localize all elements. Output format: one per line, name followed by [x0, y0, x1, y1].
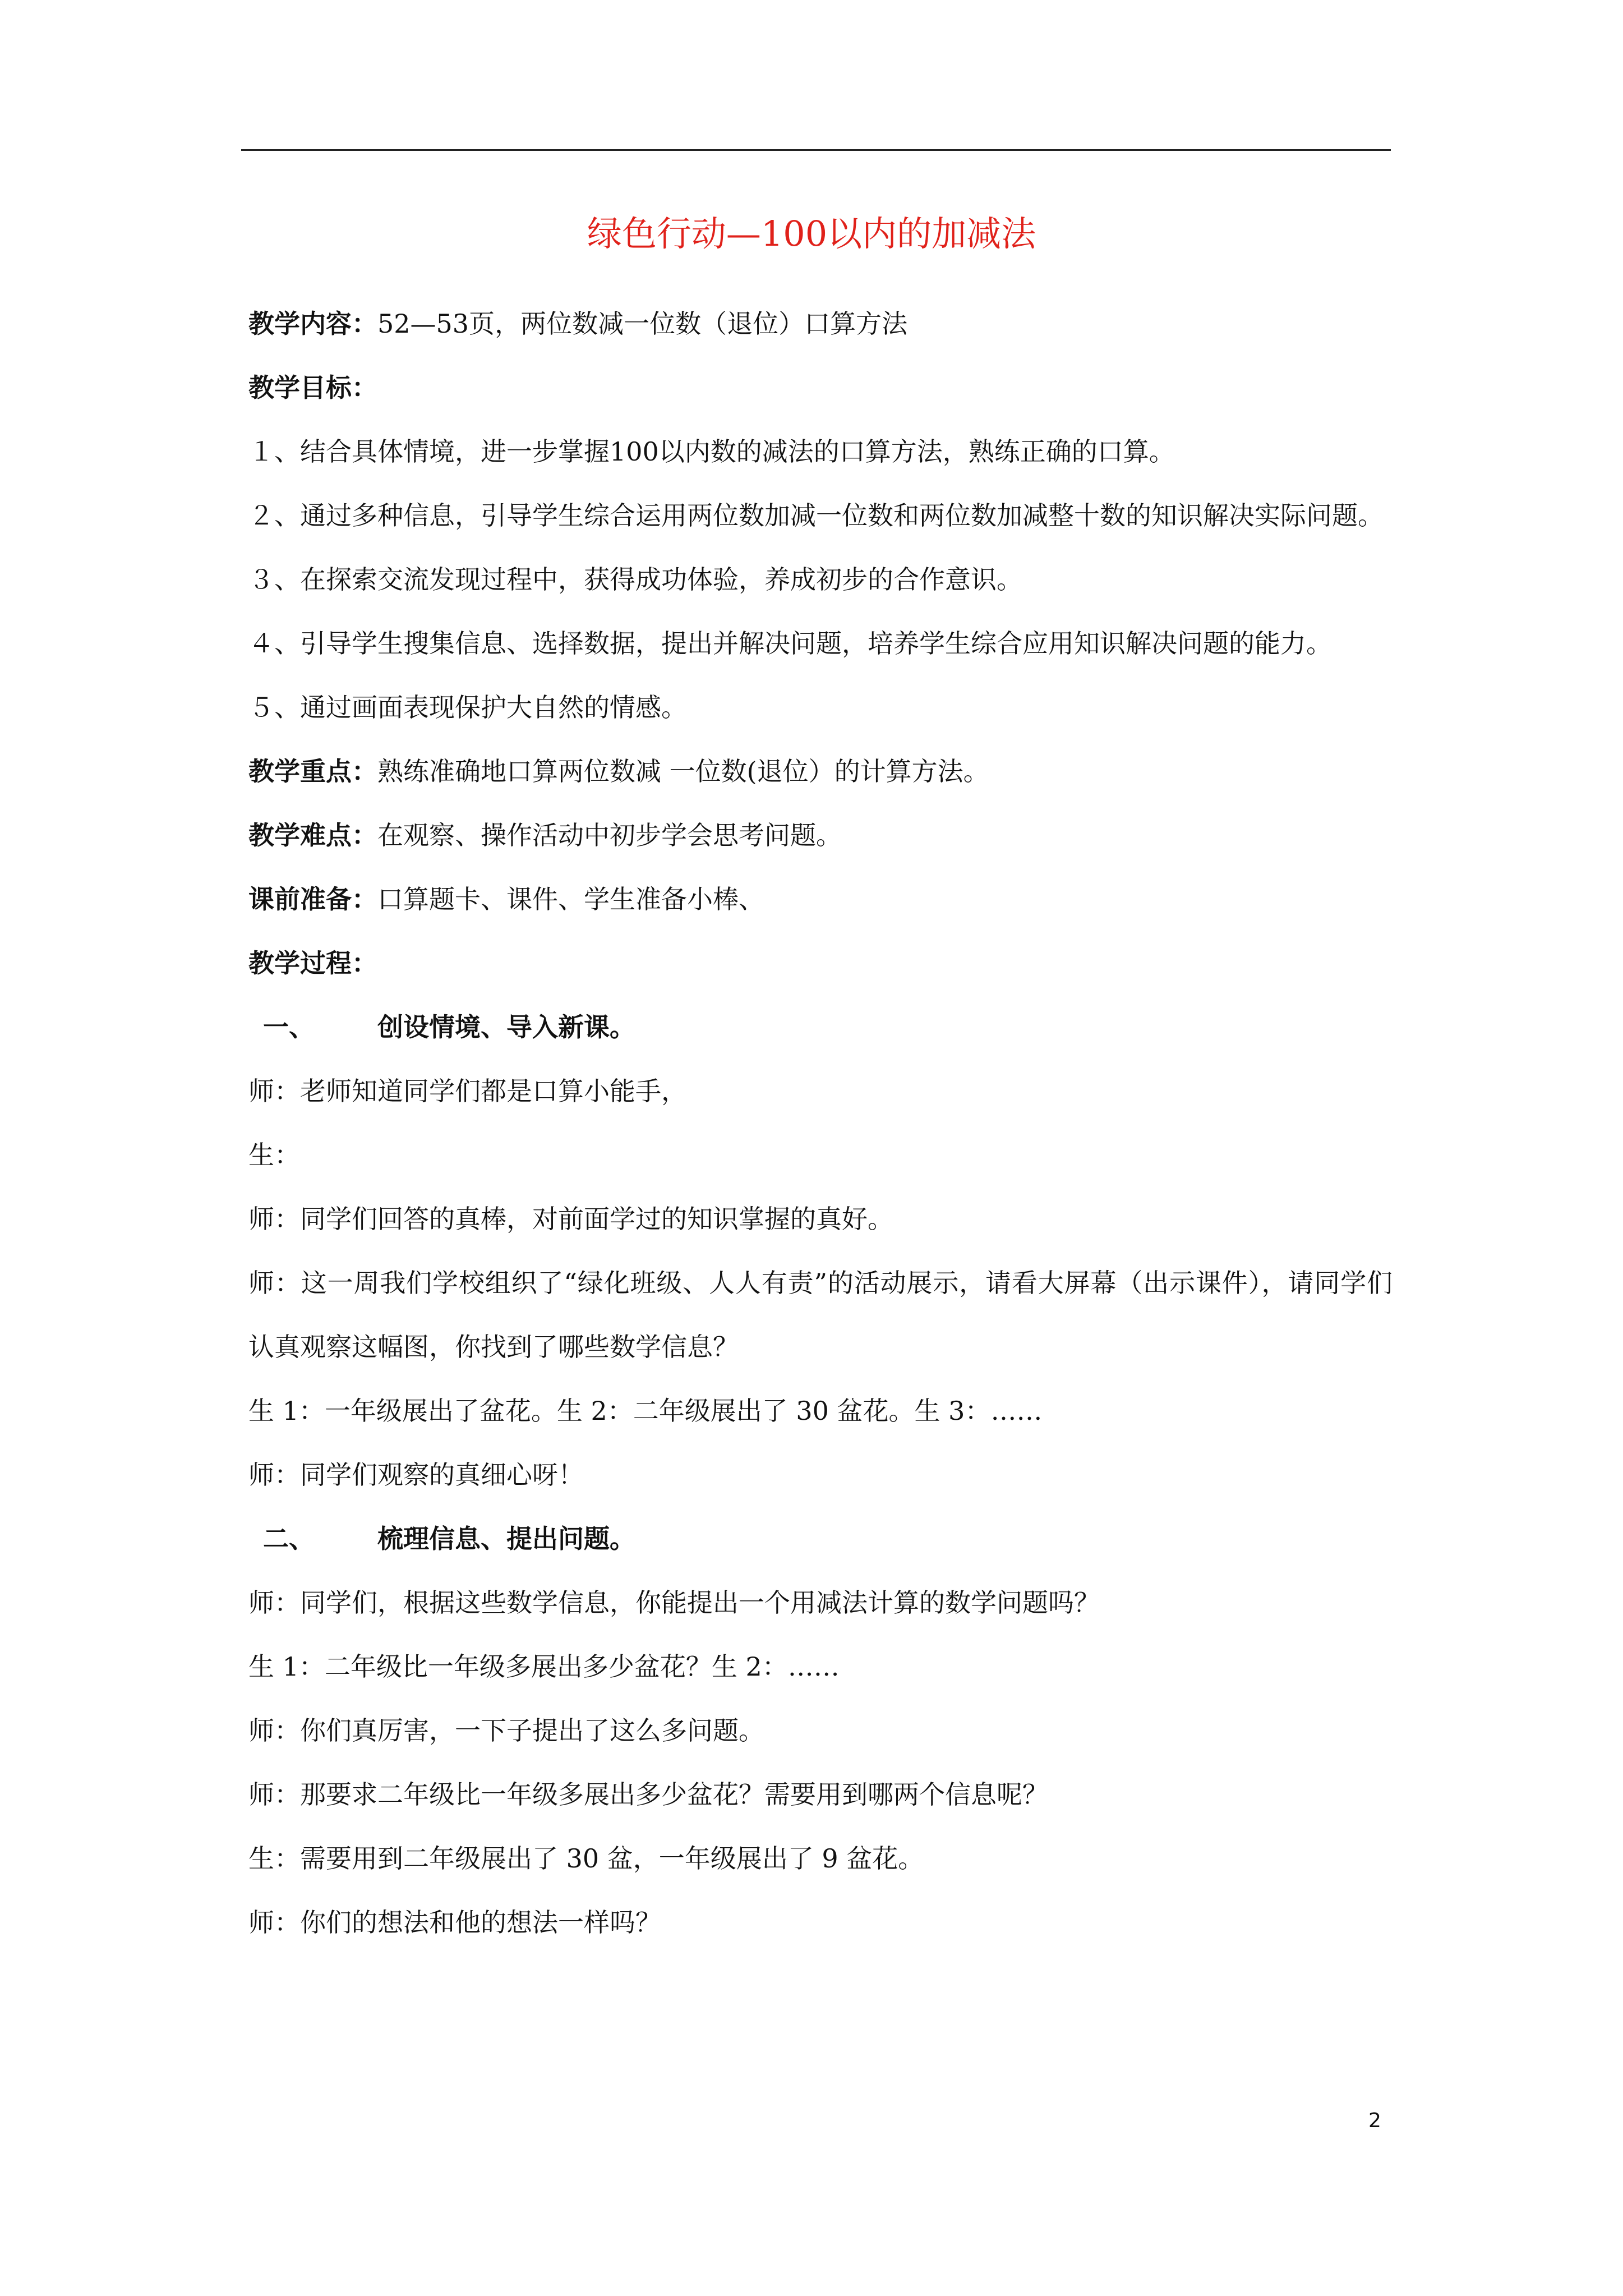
difficulty-label: 教学难点：: [248, 820, 377, 850]
dialogue-line: 师：这一周我们学校组织了“绿化班级、人人有责”的活动展示，请看大屏幕（出示课件），请同学们认真观察这幅图，你找到了哪些数学信息？: [248, 1268, 1393, 1362]
teaching-content-label: 教学内容：: [248, 309, 377, 339]
dialogue-line: 生：: [248, 1140, 300, 1170]
section-number: 一、: [263, 1012, 315, 1042]
dialogue-line: 师：你们的想法和他的想法一样吗？: [248, 1907, 661, 1938]
key-point: [248, 739, 1393, 803]
document-title: 绿色行动—100以内的加减法: [587, 213, 1036, 254]
section-title: 梳理信息、提出问题。: [377, 1524, 635, 1554]
teaching-content-text: 52—53页，两位数减一位数（退位）口算方法: [377, 309, 908, 339]
preparation: [248, 867, 1393, 931]
dialogue-line: 生 1：二年级比一年级多展出多少盆花？生 2：……: [248, 1651, 840, 1682]
goal-item: ２、通过多种信息，引导学生综合运用两位数加减一位数和两位数加减整十数的知识解决实际问题。: [248, 500, 1384, 531]
teaching-content: [248, 292, 1393, 356]
dialogue-line: 师：同学们回答的真棒，对前面学过的知识掌握的真好。: [248, 1204, 893, 1234]
process-heading: [248, 931, 1393, 995]
goal-item: ４、引导学生搜集信息、选择数据，提出并解决问题，培养学生综合应用知识解决问题的能力。: [248, 628, 1332, 659]
section-number: 二、: [263, 1524, 315, 1554]
dialogue-line: 生：需要用到二年级展出了 30 盆，一年级展出了 9 盆花。: [248, 1843, 924, 1874]
dialogue-line: 生 1：一年级展出了盆花。生 2：二年级展出了 30 盆花。生 3：……: [248, 1396, 1043, 1426]
goal-item: ３、在探索交流发现过程中，获得成功体验，养成初步的合作意识。: [248, 564, 1022, 595]
teaching-goals-label: 教学目标：: [248, 372, 377, 403]
dialogue-line: 师：老师知道同学们都是口算小能手，: [248, 1076, 687, 1106]
goal-item: １、结合具体情境，进一步掌握100以内数的减法的口算方法，熟练正确的口算。: [248, 436, 1175, 467]
dialogue-line: 师：那要求二年级比一年级多展出多少盆花？需要用到哪两个信息呢？: [248, 1779, 1048, 1810]
section-title: 创设情境、导入新课。: [377, 1012, 635, 1042]
difficulty-text: 在观察、操作活动中初步学会思考问题。: [377, 820, 842, 850]
preparation-text: 口算题卡、课件、学生准备小棒、: [377, 884, 764, 914]
dialogue-line: 师：同学们，根据这些数学信息，你能提出一个用减法计算的数学问题吗？: [248, 1588, 1100, 1618]
section-heading-1: [248, 995, 1393, 1059]
process-label: 教学过程：: [248, 948, 377, 978]
key-point-label: 教学重点：: [248, 756, 377, 786]
header-rule: [241, 149, 1391, 151]
dialogue-line: 师：同学们观察的真细心呀！: [248, 1460, 584, 1490]
document-body: [248, 292, 1393, 1954]
goal-item: ５、通过画面表现保护大自然的情感。: [248, 692, 687, 723]
dialogue-line: 师：你们真厉害，一下子提出了这么多问题。: [248, 1715, 764, 1746]
difficulty: [248, 803, 1393, 867]
section-heading-2: [248, 1507, 1393, 1571]
key-point-text: 熟练准确地口算两位数减 一位数(退位）的计算方法。: [377, 756, 989, 786]
teaching-goals-heading: [248, 356, 1393, 420]
preparation-label: 课前准备：: [248, 884, 377, 914]
page-number: 2: [1368, 2109, 1381, 2132]
